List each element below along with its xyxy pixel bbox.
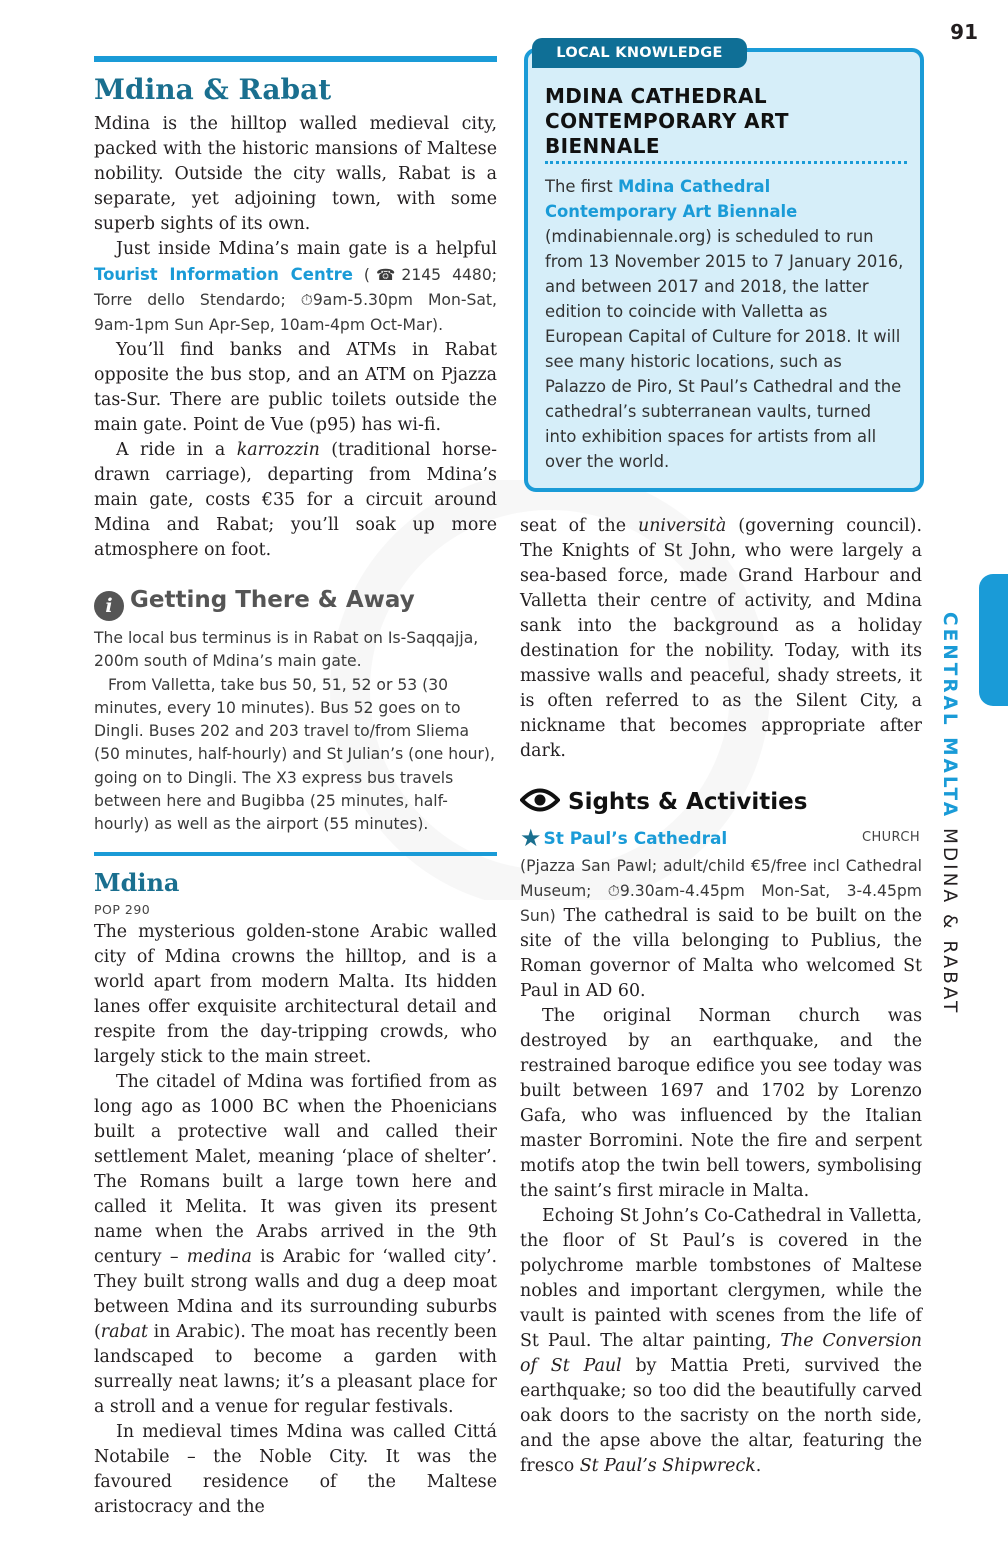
norman-church-paragraph: The original Norman church was destroyed by an earthquake, and the restrained baroque edifice you see today was built between 1697 and 1702 by Lorenzo Gafa, who was influenced by the Italian master Borromini. Note the fire and serpent motifs atop the twin bell towers, symbolising the saint’s first miracle in Malta. [520,1006,922,1201]
mdina-intro-paragraph: The mysterious golden-stone Arabic walled city of Mdina crowns the hilltop, and is a world apart from modern Malta. Its hidden lanes offer exquisite architectural detail and respite from the day-tripping crowds, who largely stick to the main street. [94,922,497,1067]
biennale-link[interactable]: Mdina Cathedral Contemporary Art Biennale [545,177,798,221]
local-knowledge-tab: LOCAL KNOWLEDGE [532,38,747,68]
chapter-label: CENTRAL MALTA [939,612,960,820]
bus-routes-paragraph: From Valletta, take bus 50, 51, 52 or 53 (30 minutes, every 10 minutes). Bus 52 goes on to Dingli. Buses 202 and 203 travel to/from Sliema (50 minutes, half-hourly) and St Julian’s (one hour), going on to Dingli. The X3 express bus travels between here and Bugibba (25 minutes, half-hourly) as well as the airport (55 minutes). [94,675,495,834]
section-title: Mdina & Rabat [94,73,332,106]
dotted-divider [545,161,907,164]
local-knowledge-body: The first Mdina Cathedral Contemporary Art Biennale (mdinabiennale.org) is scheduled to run from 13 November 2015 to 7 January 2016, and between 2017 and 2018, the latter edition to coincide with Valletta as European Capital of Culture for 2018. It will see many historic locations, such as Palazzo de Piro, St Paul’s Cathedral and the cathedral’s subterranean vaults, turned into exhibition spaces for artists from all over the world. [545,177,904,471]
page-number: 91 [950,20,978,44]
running-head [930,612,970,1016]
info-icon: i [94,591,124,621]
listing-name[interactable]: St Paul’s Cathedral [543,829,728,849]
mdina-rule [94,852,497,856]
citadel-history-paragraph: The citadel of Mdina was fortified from as long ago as 1000 BC when the Phoenicians built a protective wall and called their settlement Malet, meaning ‘place of shelter’. The Romans built a large town here and called it Melita. It was given its present name when the Arabs arrived in the 9th century – medina is Arabic for ‘walled city’. They built strong walls and dug a deep moat between Mdina and its surrounding suburbs (rabat in Arabic). The moat has recently been landscaped to become a garden with surreally neat lawns; it’s a pleasant place for a stroll and a venue for regular festivals. [94,1072,497,1417]
tourist-info-paragraph: Just inside Mdina’s main gate is a helpful Tourist Information Centre (☎2145 4480; Torre dello Stendardo; ⏱9am-5.30pm Mon-Sat, 9am-1pm Sun Apr-Sep, 10am-4pm Oct-Mar). [94,239,498,334]
star-icon: ★ [520,824,542,852]
mdina-heading: Mdina [94,868,180,897]
universita-paragraph: seat of the università (governing council). The Knights of St John, who were largely a sea-based force, made Grand Harbour and Valletta their centre of activity, and Mdina sank into the background as a holiday destination for the nobility. Today, with its massive walls and peaceful, shady streets, it is often referred to as the Silent City, a nickname that becomes appropriate after dark. [520,516,922,761]
tourist-info-details: (☎2145 4480; Torre dello Stendardo; ⏱9am-5.30pm Mon-Sat, 9am-1pm Sun Apr-Sep, 10am-4pm Oct-Mar). [94,266,498,334]
medieval-paragraph: In medieval times Mdina was called Cittá Notabile – the Noble City. It was the favoured residence of the Maltese aristocracy and the [94,1422,497,1517]
getting-there-heading: i Getting There & Away [94,583,497,621]
intro-paragraph: Mdina is the hilltop walled medieval city, packed with the historic mansions of Maltese nobility. Outside the city walls, Rabat is a separate, yet adjoining town, with some superb sights of its own. [94,114,497,234]
left-column [94,70,497,837]
listing-details: (Pjazza San Pawl; adult/child €5/free incl Cathedral Museum; ⏱9.30am-4.45pm Mon-Sat, 3-4.45pm Sun) [520,857,922,925]
tombstones-paragraph: Echoing St John’s Co-Cathedral in Valletta, the floor of St Paul’s is covered in the polychrome marble tombstones of Maltese nobles and important clergymen, while the vault is painted with scenes from the life of St Paul. The altar painting, The Conversion of St Paul by Mattia Preti, survived the earthquake; so too did the beautifully carved oak doors to the sacristy on the north side, and the apse above the altar, featuring the fresco St Paul’s Shipwreck. [520,1206,922,1476]
banks-paragraph: You’ll find banks and ATMs in Rabat opposite the bus stop, and an ATM on Pjazza tas-Sur. There are public toilets outside the main gate. Point de Vue (p95) has wi-fi. [94,340,497,435]
right-column [520,514,922,1479]
section-label: MDINA & RABAT [939,827,960,1016]
local-knowledge-title: MDINA CATHEDRAL CONTEMPORARY ART BIENNALE [545,84,789,158]
listing-header [520,824,922,854]
sights-heading: Sights & Activities [520,784,922,820]
tourist-info-link[interactable]: Tourist Information Centre [94,265,353,284]
karrozzin-paragraph: A ride in a karrozzin (traditional horse-drawn carriage), departing from Mdina’s main gate, costs €35 for a circuit around Mdina and Rabat; you’ll soak up more atmosphere on foot. [94,440,497,560]
chapter-thumb-tab [979,574,1008,706]
cathedral-paragraph: (Pjazza San Pawl; adult/child €5/free incl Cathedral Museum; ⏱9.30am-4.45pm Mon-Sat, 3-4.45pm Sun) The cathedral is said to be built on the site of the villa belonging to Publius, the Roman governor of Malta who welcomed St Paul in AD 60. [520,857,922,1001]
bus-terminus-paragraph: The local bus terminus is in Rabat on Is-Saqqajja, 200m south of Mdina’s main gate. [94,629,479,671]
mdina-section [94,866,497,1520]
section-rule-top [94,56,497,62]
listing-type: CHURCH [861,830,920,845]
eye-icon [520,787,560,813]
population-label: POP 290 [94,902,151,917]
